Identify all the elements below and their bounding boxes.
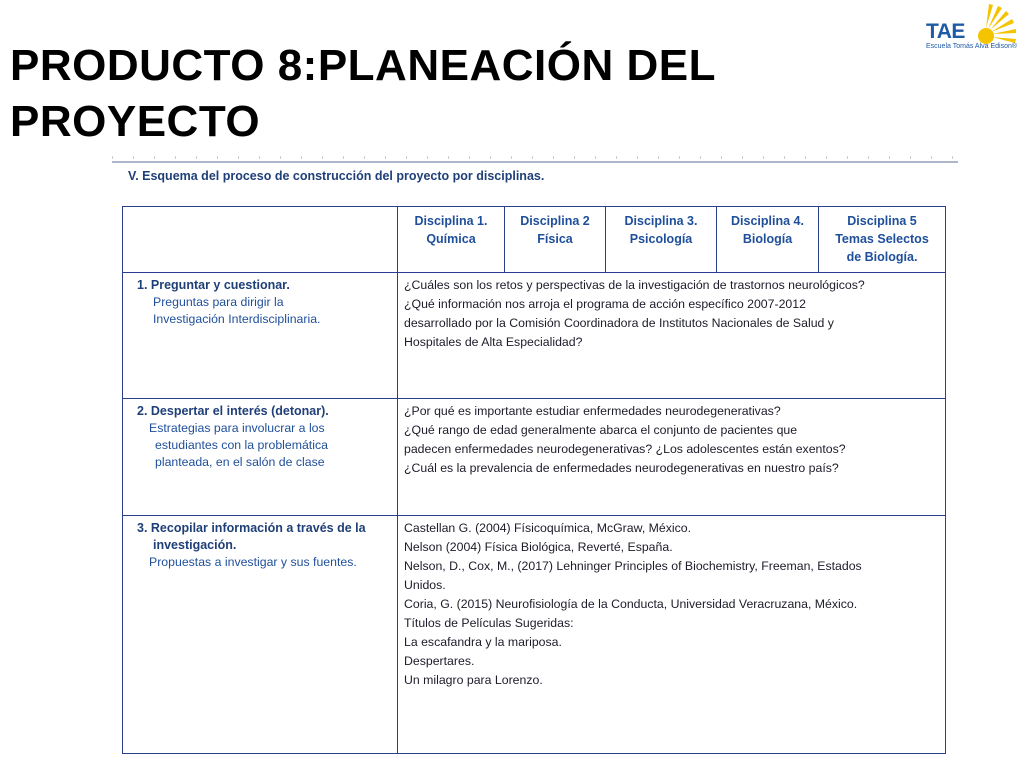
row-label-3 (123, 516, 398, 754)
header-line: Disciplina 4. (731, 214, 804, 228)
row-label-2 (123, 399, 398, 516)
content-line: ¿Cuál es la prevalencia de enfermedades neurodegenerativas en nuestro país? (404, 461, 839, 475)
content-line: Despertares. (404, 654, 475, 668)
content-line: La escafandra y la mariposa. (404, 635, 562, 649)
content-line: ¿Cuáles son los retos y perspectivas de la investigación de trastornos neurológicos? (404, 278, 865, 292)
header-line: Biología (742, 232, 793, 246)
header-discipline-4 (717, 207, 819, 273)
header-empty-cell (123, 207, 398, 273)
discipline-table (122, 206, 946, 754)
header-line: Psicología (629, 232, 693, 246)
row-label-desc: Investigación Interdisciplinaria. (153, 312, 321, 326)
header-discipline-2 (505, 207, 606, 273)
header-line: Disciplina 5 (847, 214, 917, 228)
row-label-desc: planteada, en el salón de clase (155, 455, 325, 469)
header-line: Física (537, 232, 573, 246)
row-label-title: 1. Preguntar y cuestionar. (137, 278, 290, 292)
table-row (123, 273, 946, 399)
tae-logo (924, 2, 1020, 58)
row-content-3 (398, 516, 946, 754)
sun-rays-icon (976, 2, 1018, 46)
content-line: desarrollado por la Comisión Coordinadora de Institutos Nacionales de Salud y (404, 316, 834, 330)
logo-subtitle: Escuela Tomás Alva Edison® (926, 43, 1018, 50)
content-line: ¿Qué rango de edad generalmente abarca el conjunto de pacientes que (404, 423, 798, 437)
ruler-ticks (112, 156, 958, 159)
row-content-1 (398, 273, 946, 399)
content-line: Coria, G. (2015) Neurofisiología de la Conducta, Universidad Veracruzana, México. (404, 597, 858, 611)
table-header-row (123, 207, 946, 273)
header-line: Temas Selectos (835, 232, 929, 246)
section-title: V. Esquema del proceso de construcción del proyecto por disciplinas. (128, 169, 545, 183)
row-label-1 (123, 273, 398, 399)
content-line: Castellan G. (2004) Físicoquímica, McGraw, México. (404, 521, 692, 535)
row-label-desc: Estrategias para involucrar a los (149, 421, 325, 435)
header-line: de Biología. (846, 250, 918, 264)
header-line: Disciplina 2 (520, 214, 590, 228)
header-discipline-3 (606, 207, 717, 273)
document-image (112, 152, 958, 764)
row-content-2 (398, 399, 946, 516)
content-line: Nelson (2004) Física Biológica, Reverté, España. (404, 540, 673, 554)
content-line: Nelson, D., Cox, M., (2017) Lehninger Principles of Biochemistry, Freeman, Estados (404, 559, 862, 573)
content-line: ¿Qué información nos arroja el programa de acción específico 2007-2012 (404, 297, 806, 311)
table-row (123, 399, 946, 516)
logo-wordmark: TAE (926, 20, 965, 43)
slide-title: PRODUCTO 8:PLANEACIÓN DEL PROYECTO (10, 41, 716, 146)
header-line: Química (426, 232, 476, 246)
content-line: padecen enfermedades neurodegenerativas? ¿Los adolescentes están exentos? (404, 442, 846, 456)
content-line: Hospitales de Alta Especialidad? (404, 335, 583, 349)
header-discipline-5 (819, 207, 946, 273)
row-label-title: 3. Recopilar información a través de la (137, 521, 366, 535)
row-label-title: 2. Despertar el interés (detonar). (137, 404, 329, 418)
content-line: ¿Por qué es importante estudiar enfermedades neurodegenerativas? (404, 404, 781, 418)
content-line: Títulos de Películas Sugeridas: (404, 616, 574, 630)
table-row (123, 516, 946, 754)
content-line: Unidos. (404, 578, 446, 592)
row-label-desc: estudiantes con la problemática (155, 438, 328, 452)
header-line: Disciplina 3. (624, 214, 698, 228)
row-label-desc: Propuestas a investigar y sus fuentes. (149, 555, 357, 569)
row-label-title-cont: investigación. (153, 538, 237, 552)
content-line: Un milagro para Lorenzo. (404, 673, 543, 687)
header-discipline-1 (398, 207, 505, 273)
header-line: Disciplina 1. (414, 214, 488, 228)
row-label-desc: Preguntas para dirigir la (153, 295, 284, 309)
